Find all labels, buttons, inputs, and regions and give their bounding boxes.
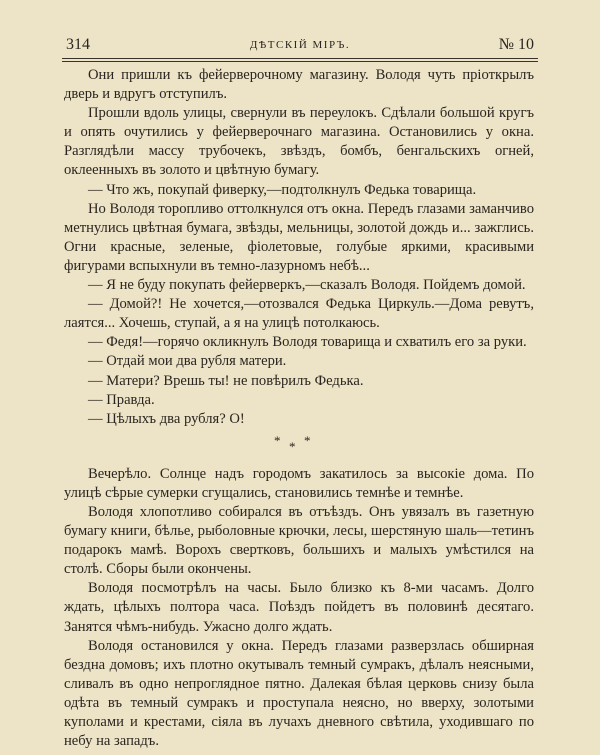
section-separator — [64, 429, 534, 465]
paragraph: Володя остановился у окна. Передъ глазами разверзлась обширная бездна домовъ; ихъ плотно окутывалъ темный сумракъ, дѣлалъ неясными, сливалъ въ одно непроглядное пятно. Далекая бѣлая церковь снизу была одѣта въ темный сумракъ и проступала неясно, но вверху, золотыми куполами и крестами, сіяла въ лучахъ дневного свѣтила, уходившаго по небу на западъ. — [64, 637, 534, 750]
page-body — [64, 66, 534, 751]
paragraph: Прошли вдоль улицы, свернули въ переулокъ. Сдѣлали большой кругъ и опять очутились у фейерверочнаго магазина. Остановились у окна. Разглядѣли массу трубочекъ, звѣздъ, бомбъ, бенгальскихъ огней, оклеенныхъ въ золото и цвѣтную бумагу. — [64, 105, 534, 179]
paragraph: — Правда. — [88, 391, 155, 408]
asterisk: * — [274, 432, 281, 448]
asterisk: * — [304, 432, 311, 448]
paragraph: Володя посмотрѣлъ на часы. Было близко къ 8-ми часамъ. Долго ждать, цѣлыхъ полтора часа. Поѣздъ пойдетъ въ половинѣ десятаго. Занятся чѣмъ-нибудь. Ужасно долго ждать. — [64, 580, 534, 635]
paragraph: Володя хлопотливо собирался въ отъѣздъ. Онъ увязалъ въ газетную бумагу книги, бѣлье, рыболовные крючки, лесы, шерстяную шаль—тетинъ подарокъ мамѣ. Ворохъ свертковъ, большихъ и малыхъ умѣстился на столѣ. Сборы были окончены. — [64, 503, 534, 578]
paragraph: Вечерѣло. Солнце надъ городомъ закатилось за высокіе дома. По улицѣ сѣрые сумерки сгущались, становились темнѣе и темнѣе. — [64, 465, 534, 501]
paragraph: Но Володя торопливо оттолкнулся отъ окна. Передъ глазами заманчиво метнулись цвѣтная бумага, звѣзды, мельницы, золотой дождь и... зажглись. Огни красные, зеленые, фіолетовые, голубые яркими, красивыми фигурами вспыхнули въ темно-лазурномъ небѣ... — [64, 200, 534, 274]
paragraph: — Цѣлыхъ два рубля? О! — [88, 410, 245, 427]
header-rule-bottom — [62, 61, 538, 62]
paragraph: — Федя!—горячо окликнулъ Володя товарища и схватилъ его за руки. — [88, 334, 527, 351]
paragraph: — Отдай мои два рубля матери. — [88, 353, 287, 370]
paragraph: Они пришли къ фейерверочному магазину. Володя чуть пріоткрылъ дверь и вдругъ отступилъ. — [64, 67, 534, 103]
journal-title: ДѢТСКІЙ МІРЪ. — [249, 39, 351, 51]
page-number: 314 — [66, 36, 90, 53]
paragraph: — Что жъ, покупай фиверку,—подтолкнулъ Федька товарища. — [88, 181, 477, 198]
running-header — [62, 36, 538, 58]
issue-number: № 10 — [498, 36, 534, 53]
header-rule-top — [62, 58, 538, 59]
paragraph: — Я не буду покупать фейерверкъ,—сказалъ Володя. Пойдемъ домой. — [88, 277, 526, 294]
paragraph: — Домой?! Не хочется,—отозвался Федька Циркуль.—Дома ревутъ, лаятся... Хочешь, ступай, а я на улицѣ потолкаюсь. — [64, 296, 534, 332]
asterisk: * — [289, 438, 296, 454]
paragraph: — Матери? Врешь ты! не повѣрилъ Федька. — [88, 372, 364, 389]
